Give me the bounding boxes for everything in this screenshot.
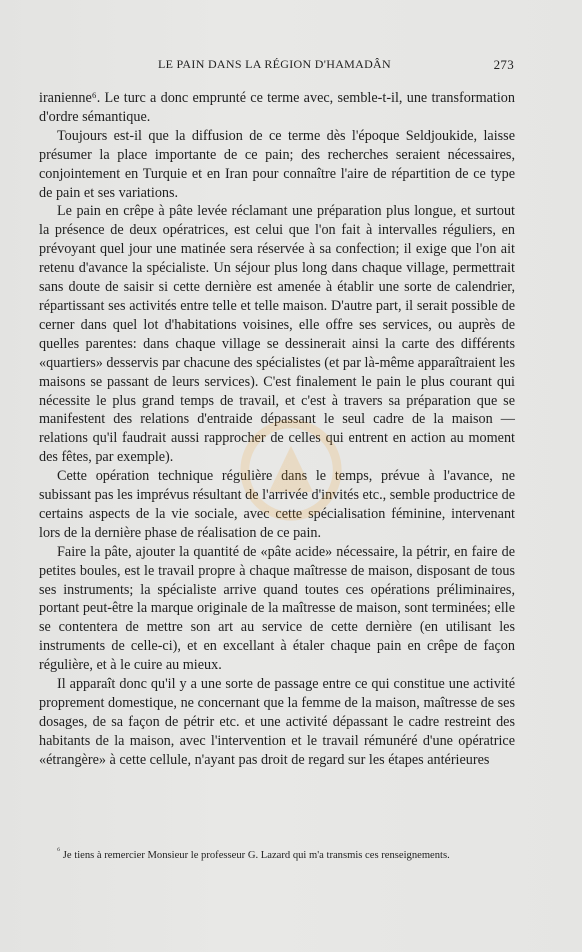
- footnote: [39, 845, 515, 863]
- page-header: [38, 57, 514, 73]
- paragraph-4: Cette opération technique régulière dans le temps, prévue à l'avance, ne subissant pas les imprévus résultant de l'arrivée d'invités etc., semble productrice de certains aspects de la vie sociale, avec cette spécialisation féminine, intervenant lors de la dernière phase de réalisation de ce pain.: [39, 468, 515, 541]
- running-title: LE PAIN DANS LA RÉGION D'HAMADÂN: [158, 57, 391, 71]
- paragraph-2: Toujours est-il que la diffusion de ce terme dès l'époque Seldjoukide, laisse présumer la place importante de ce pain; des recherches seraient nécessaires, conjointement en Turquie et en Iran pour connaître l'aire de répartition de ce type de pain et ses variations.: [39, 127, 515, 201]
- footnote-text: Je tiens à remercier Monsieur le professeur G. Lazard qui m'a transmis ces renseignements.: [62, 850, 450, 861]
- footnote-mark: ⁶: [57, 845, 61, 856]
- body-text: [39, 89, 515, 770]
- paragraph-6: Il apparaît donc qu'il y a une sorte de passage entre ce qui constitue une activité proprement domestique, ne concernant que la femme de la maison, maîtresse de ses dosages, de sa façon de pétrir etc. et une activité dépassant le cadre restreint des habitants de la maison, avec l'intervention et le travail rémunéré d'une opératrice «étrangère» à cette cellule, n'ayant pas droit de regard sur les étapes antérieures: [39, 676, 515, 768]
- paragraph-1: iranienne⁶. Le turc a donc emprunté ce terme avec, semble-t-il, une transformation d'ordre sémantique.: [39, 90, 515, 125]
- page-number: 273: [493, 57, 514, 72]
- paragraph-5: Faire la pâte, ajouter la quantité de «pâte acide» nécessaire, la pétrir, en faire de petites boules, est le travail propre à chaque maîtresse de maison, disposant de tous ses instruments; la spécialiste arrive quand toutes ces opérations préliminaires, portant peut-être la marque originale de la maîtresse de maison, sont terminées; elle se contentera de mettre son art au service de cette dernière (en utilisant les instruments de celle-ci), et en excellant à étaler chaque pain en crêpe de façon régulière, et à le cuire au mieux.: [39, 543, 515, 674]
- paragraph-3: Le pain en crêpe à pâte levée réclamant une préparation plus longue, et surtout la présence de deux opératrices, est celui que l'on fait à intervalles réguliers, en prévoyant quel jour une matinée sera réservée à sa confection; il exige que l'on ait retenu d'avance la spécialiste. Un séjour plus long dans chaque village, permettrait sans doute de saisir si cette dernière est amenée à établir une sorte de calendrier, répartissant ses activités entre telle et telle maison. D'autre part, il serait possible de cerner dans quel lot d'habitations voisines, elle offre ses services, ou auprès de quelles parentes: dans chaque village se dessinerait ainsi la carte des différents «quartiers» desservis par chacune des spécialistes (et par là-même apparaîtraient les maisons se passant de leurs services). C'est finalement le pain le plus courant qui nécessite le plus grand temps de travail, et c'est à travers sa préparation que se manifestent des relations d'entraide dépassant le seul cadre de la maison — relations qu'il faudrait aussi rapprocher de celles qui entrent en action au moment des fêtes, par exemple).: [39, 203, 515, 466]
